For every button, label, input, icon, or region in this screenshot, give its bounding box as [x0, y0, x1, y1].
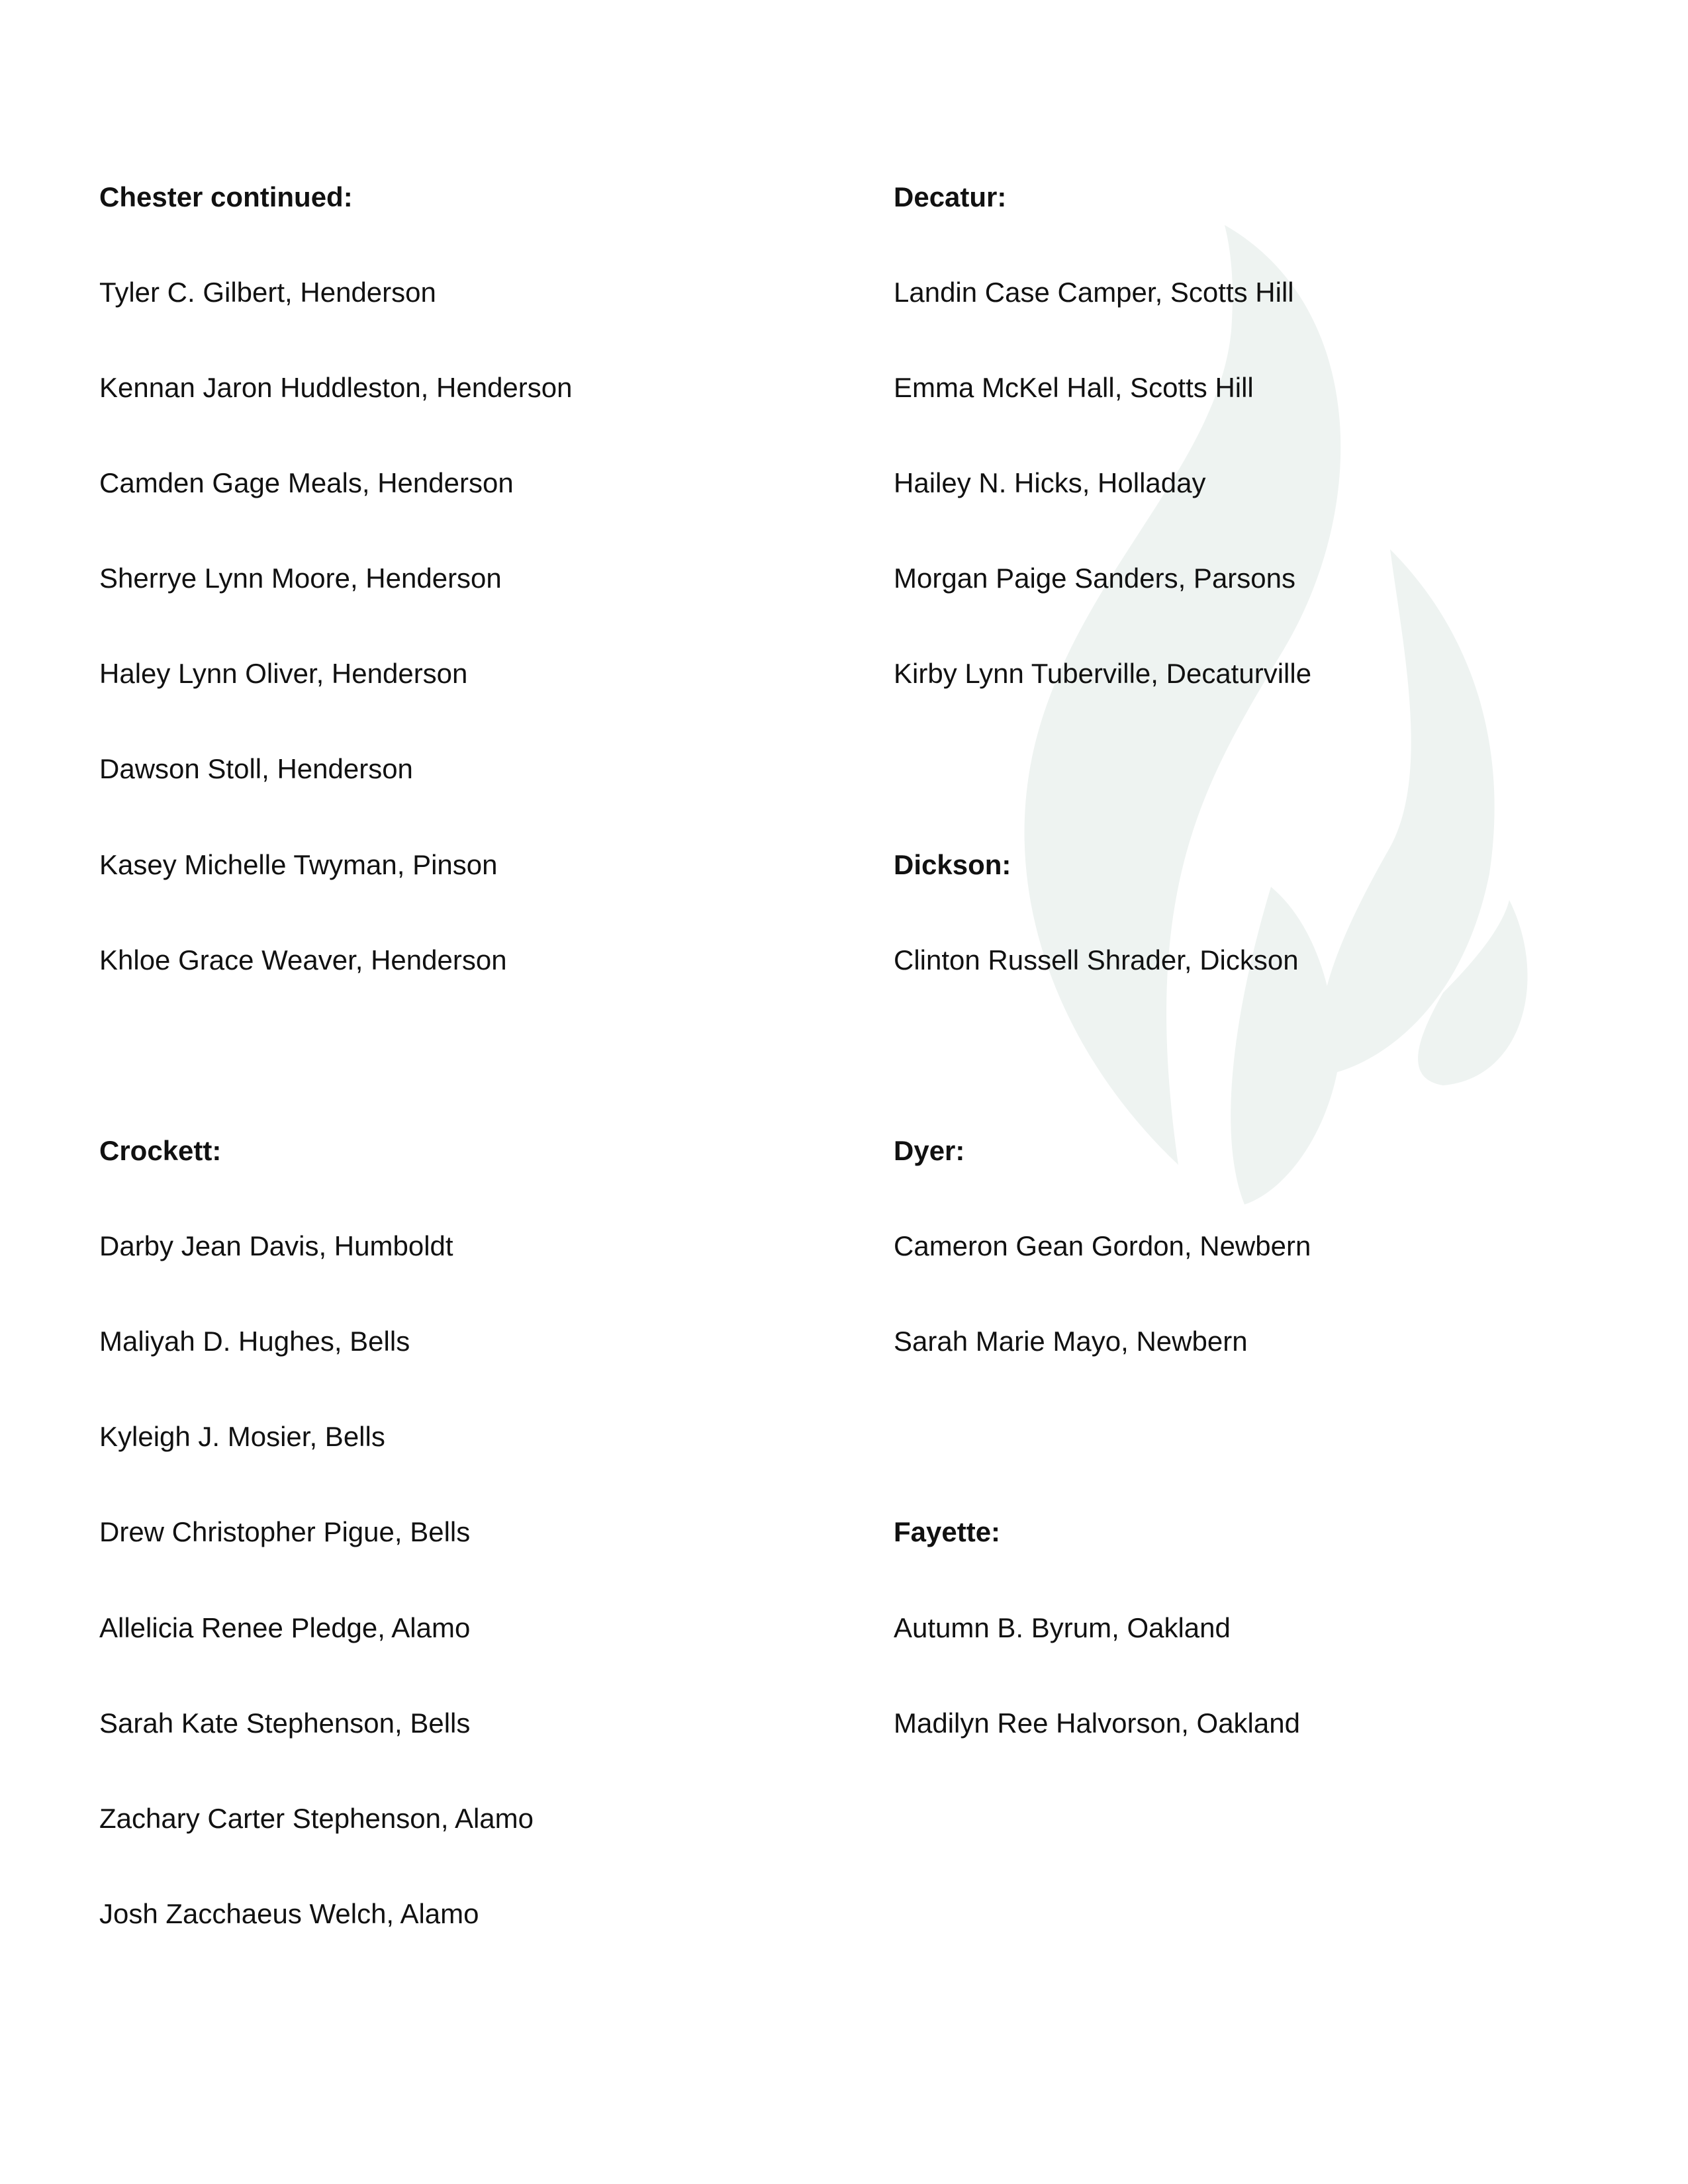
list-item: Kennan Jaron Huddleston, Henderson: [99, 372, 573, 403]
list-item: Drew Christopher Pigue, Bells: [99, 1516, 471, 1547]
list-item: Khloe Grace Weaver, Henderson: [99, 944, 507, 976]
list-item: Darby Jean Davis, Humboldt: [99, 1230, 453, 1261]
section-heading-crockett: Crockett:: [99, 1135, 222, 1166]
list-item: Hailey N. Hicks, Holladay: [894, 467, 1206, 498]
section-heading-dyer: Dyer:: [894, 1135, 965, 1166]
list-item: Sherrye Lynn Moore, Henderson: [99, 563, 502, 594]
list-item: Kyleigh J. Mosier, Bells: [99, 1421, 385, 1452]
list-item: Clinton Russell Shrader, Dickson: [894, 944, 1299, 976]
section-heading-dickson: Dickson:: [894, 849, 1011, 880]
list-item: Cameron Gean Gordon, Newbern: [894, 1230, 1311, 1261]
list-item: Dawson Stoll, Henderson: [99, 753, 413, 784]
list-item: Sarah Marie Mayo, Newbern: [894, 1326, 1248, 1357]
list-item: Sarah Kate Stephenson, Bells: [99, 1707, 471, 1739]
section-heading-fayette: Fayette:: [894, 1516, 1001, 1547]
list-item: Kirby Lynn Tuberville, Decaturville: [894, 658, 1312, 689]
flame-base: [1231, 887, 1337, 1205]
list-item: Josh Zacchaeus Welch, Alamo: [99, 1898, 479, 1929]
list-item: Zachary Carter Stephenson, Alamo: [99, 1803, 534, 1834]
list-item: Camden Gage Meals, Henderson: [99, 467, 514, 498]
list-item: Autumn B. Byrum, Oakland: [894, 1612, 1231, 1643]
list-item: Morgan Paige Sanders, Parsons: [894, 563, 1296, 594]
list-item: Allelicia Renee Pledge, Alamo: [99, 1612, 471, 1643]
section-heading-decatur: Decatur:: [894, 181, 1007, 212]
list-item: Landin Case Camper, Scotts Hill: [894, 277, 1294, 308]
list-item: Emma McKel Hall, Scotts Hill: [894, 372, 1254, 403]
list-item: Madilyn Ree Halvorson, Oakland: [894, 1707, 1300, 1739]
list-item: Kasey Michelle Twyman, Pinson: [99, 849, 498, 880]
list-item: Haley Lynn Oliver, Henderson: [99, 658, 468, 689]
list-item: Tyler C. Gilbert, Henderson: [99, 277, 436, 308]
section-heading-chester: Chester continued:: [99, 181, 353, 212]
list-item: Maliyah D. Hughes, Bells: [99, 1326, 410, 1357]
